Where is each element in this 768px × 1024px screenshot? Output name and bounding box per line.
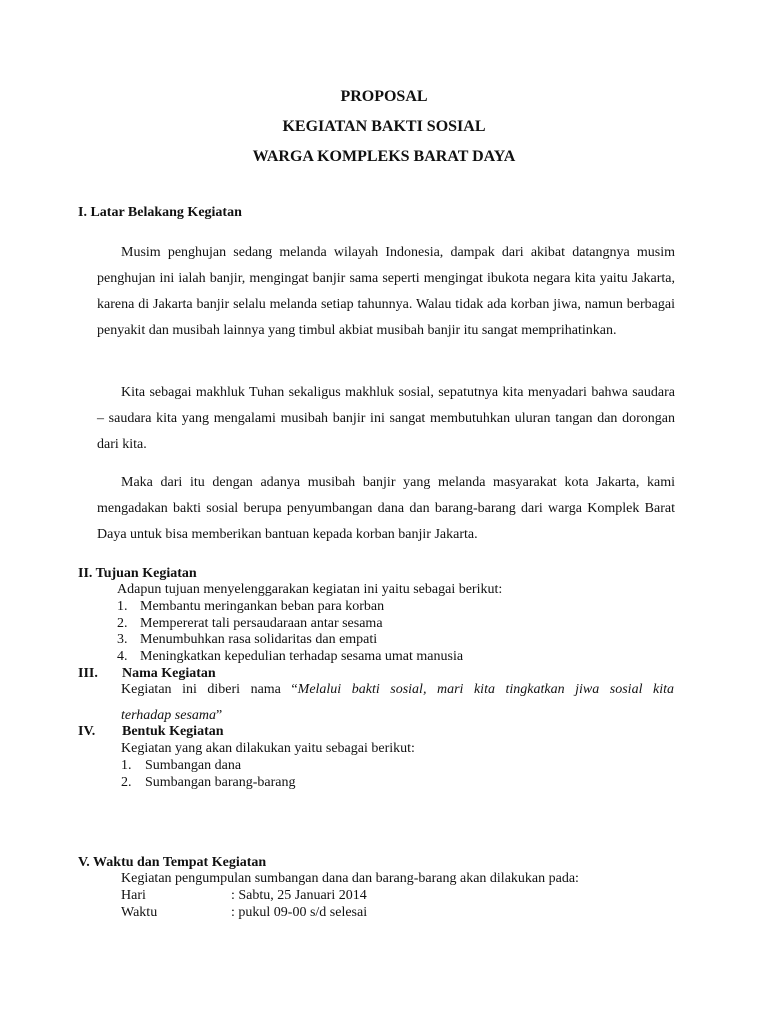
tujuan-item-text: Membantu meringankan beban para korban <box>140 599 385 614</box>
nama-kegiatan-line1 <box>121 682 674 698</box>
bentuk-item-text: Sumbangan barang-barang <box>145 775 296 790</box>
document-title-line2: KEGIATAN BAKTI SOSIAL <box>282 118 486 135</box>
tujuan-item-number: 4. <box>117 649 128 664</box>
section-heading-latar-belakang: I. Latar Belakang Kegiatan <box>78 205 242 220</box>
section-number-nama: III. <box>78 666 98 681</box>
nama-kegiatan-prefix: Kegiatan ini diberi nama “ <box>121 682 298 697</box>
tujuan-item-text: Menumbuhkan rasa solidaritas dan empati <box>140 632 378 647</box>
section-heading-bentuk: Bentuk Kegiatan <box>122 724 224 739</box>
bentuk-item-number: 2. <box>121 775 132 790</box>
nama-kegiatan-suffix: ” <box>216 708 223 723</box>
document-title-line1: PROPOSAL <box>340 88 428 105</box>
nama-kegiatan-line2 <box>121 708 222 724</box>
bentuk-item-number: 1. <box>121 758 132 773</box>
tujuan-item-number: 3. <box>117 632 128 647</box>
schedule-value-waktu: : pukul 09-00 s/d selesai <box>231 905 368 920</box>
schedule-label-hari: Hari <box>121 888 146 903</box>
bentuk-item-text: Sumbangan dana <box>145 758 242 773</box>
section-number-bentuk: IV. <box>78 724 96 739</box>
tujuan-item-text: Mempererat tali persaudaraan antar sesama <box>140 616 383 631</box>
nama-kegiatan-name-part2: terhadap sesama <box>121 708 217 723</box>
paragraph-3: Maka dari itu dengan adanya musibah banjir yang melanda masyarakat kota Jakarta, kami mengadakan bakti sosial berupa penyumbangan dana dan barang-barang dari warga Komplek Barat Daya untuk bisa memberikan bantuan kepada korban banjir Jakarta. <box>97 475 675 542</box>
section-heading-waktu-tempat: V. Waktu dan Tempat Kegiatan <box>78 855 267 870</box>
tujuan-item-number: 1. <box>117 599 128 614</box>
tujuan-intro: Adapun tujuan menyelenggarakan kegiatan ini yaitu sebagai berikut: <box>117 582 503 597</box>
schedule-label-waktu: Waktu <box>121 905 158 920</box>
bentuk-intro: Kegiatan yang akan dilakukan yaitu sebagai berikut: <box>121 741 415 756</box>
tujuan-item-text: Meningkatkan kepedulian terhadap sesama umat manusia <box>140 649 464 664</box>
paragraph-1: Musim penghujan sedang melanda wilayah Indonesia, dampak dari akibat datangnya musim penghujan ini ialah banjir, mengingat banjir sama seperti mengingat ibukota negara kita yaitu Jakarta, karena di Jakarta banjir selalu melanda setiap tahunnya. Walau tidak ada korban jiwa, namun berbagai penyakit dan musibah lainnya yang timbul akbiat musibah banjir itu sangat memprihatinkan. <box>97 245 675 338</box>
section-heading-nama: Nama Kegiatan <box>122 666 216 681</box>
document-title-line3: WARGA KOMPLEKS BARAT DAYA <box>252 148 516 165</box>
waktu-intro: Kegiatan pengumpulan sumbangan dana dan barang-barang akan dilakukan pada: <box>121 871 579 886</box>
tujuan-item-number: 2. <box>117 616 128 631</box>
section-heading-tujuan: II. Tujuan Kegiatan <box>78 566 197 581</box>
nama-kegiatan-name-part1: Melalui bakti sosial, mari kita tingkatkan jiwa sosial kita <box>297 682 674 697</box>
paragraph-2: Kita sebagai makhluk Tuhan sekaligus makhluk sosial, sepatutnya kita menyadari bahwa saudara – saudara kita yang mengalami musibah banjir ini sangat membutuhkan uluran tangan dan dorongan dari kita. <box>97 385 675 452</box>
schedule-value-hari: : Sabtu, 25 Januari 2014 <box>231 888 367 903</box>
